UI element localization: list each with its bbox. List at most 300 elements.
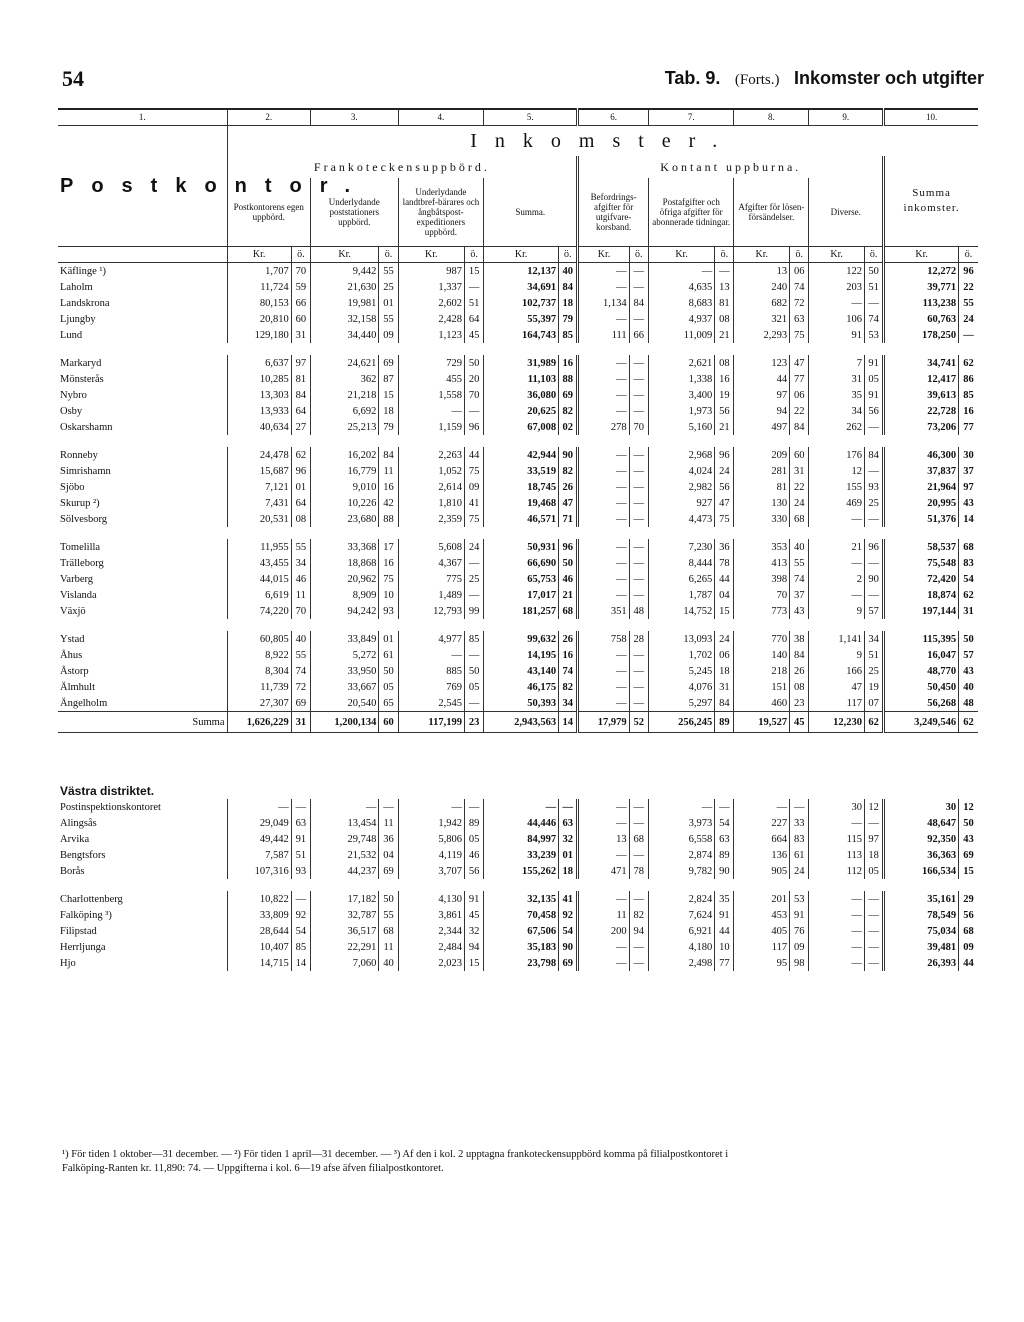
cell-kr-col-4: 1,810 <box>398 495 464 511</box>
cell-kr-col-2: 49,442 <box>227 831 291 847</box>
postkontor-header: Postkontor. <box>60 174 369 197</box>
cell-kr-col-5: 55,397 <box>484 311 559 327</box>
cell-ore-col-9: — <box>864 939 883 955</box>
table-row <box>58 479 978 495</box>
cell-kr-col-10: 75,548 <box>884 555 959 571</box>
cell-ore-col-7: 24 <box>715 463 734 479</box>
cell-ore-col-10: 62 <box>959 587 978 603</box>
cell-ore-col-3: 36 <box>379 831 398 847</box>
cell-kr-col-9: — <box>809 815 865 831</box>
cell-kr-col-10: 35,161 <box>884 891 959 907</box>
cell-ore-col-2: 01 <box>291 479 310 495</box>
cell-kr-col-2: 13,933 <box>227 403 291 419</box>
cell-kr-col-4: 4,367 <box>398 555 464 571</box>
cell-ore-col-8: 68 <box>790 511 809 527</box>
cell-kr-col-9: 7 <box>809 355 865 371</box>
cell-ore-col-5: 34 <box>559 695 578 712</box>
cell-kr-col-3: 9,010 <box>310 479 378 495</box>
cell-ore-col-10: 85 <box>959 387 978 403</box>
cell-kr-col-9: 113 <box>809 847 865 863</box>
cell-kr-col-5: 46,175 <box>484 679 559 695</box>
cell-kr-col-9: — <box>809 939 865 955</box>
cell-ore-col-2: 62 <box>291 447 310 463</box>
cell-ore-col-2: 64 <box>291 403 310 419</box>
section-row <box>58 773 978 799</box>
cell-ore-col-4: — <box>464 695 483 712</box>
cell-ore-col-3: 25 <box>379 279 398 295</box>
post-office-name: Ängelholm <box>60 697 108 709</box>
cell-ore-col-7: 04 <box>715 587 734 603</box>
cell-ore-col-2: 14 <box>291 955 310 971</box>
cell-ore-col-3: 69 <box>379 863 398 879</box>
cell-ore-col-2: 69 <box>291 695 310 712</box>
cell-ore-col-10: 96 <box>959 263 978 280</box>
cell-kr-col-5: 66,690 <box>484 555 559 571</box>
cell-ore-col-9: 93 <box>864 479 883 495</box>
cell-ore-col-7: 15 <box>715 603 734 619</box>
table-row <box>58 387 978 403</box>
cell-ore-col-4: 85 <box>464 631 483 647</box>
cell-kr-col-7: 8,683 <box>648 295 714 311</box>
cell-ore-col-9: 84 <box>864 447 883 463</box>
cell-kr-col-4: 1,489 <box>398 587 464 603</box>
cell-ore-col-4: 45 <box>464 907 483 923</box>
cell-kr-col-6: — <box>578 371 629 387</box>
cell-kr-col-6: — <box>578 815 629 831</box>
cell-kr-col-7: 2,982 <box>648 479 714 495</box>
cell-ore-col-5: 90 <box>559 939 578 955</box>
cell-ore-col-6: — <box>629 447 648 463</box>
table-row <box>58 799 978 815</box>
cell-ore-col-3: 16 <box>379 479 398 495</box>
cell-ore-col-9: 25 <box>864 495 883 511</box>
cell-ore-col-4: 75 <box>464 511 483 527</box>
cell-ore-col-2: — <box>291 799 310 815</box>
cell-ore-col-7: — <box>715 263 734 280</box>
cell-ore-col-2: 93 <box>291 863 310 879</box>
table-row <box>58 631 978 647</box>
cell-ore-col-6: — <box>629 891 648 907</box>
cell-ore-col-6: — <box>629 403 648 419</box>
cell-ore-col-10: 83 <box>959 555 978 571</box>
cell-ore-col-7: 47 <box>715 495 734 511</box>
cell-ore-col-7: 89 <box>715 847 734 863</box>
footnote-line-1: ¹) För tiden 1 oktober—31 december. — ²) För tiden 1 april—31 december. — ³) Af den i kol. 2 upptagna frankoteckensuppbörd komma på filialpostkontoret i <box>62 1149 729 1160</box>
cell-kr-col-10: 58,537 <box>884 539 959 555</box>
cell-ore-col-3: 11 <box>379 463 398 479</box>
cell-kr-col-8: 227 <box>734 815 790 831</box>
cell-kr-col-6: 471 <box>578 863 629 879</box>
cell-kr-col-8: 97 <box>734 387 790 403</box>
colnum-4: 4. <box>398 109 484 126</box>
table-row <box>58 695 978 712</box>
cell-ore-col-10: 54 <box>959 571 978 587</box>
cell-ore-col-3: 93 <box>379 603 398 619</box>
cell-ore-col-3: 75 <box>379 571 398 587</box>
cell-kr-col-3: 9,442 <box>310 263 378 280</box>
post-office-name: Charlottenberg <box>60 893 123 905</box>
cell-ore-col-8: 98 <box>790 955 809 971</box>
page-number: 54 <box>62 66 84 91</box>
cell-ore-col-2: 31 <box>291 327 310 343</box>
cell-kr-col-9: — <box>809 891 865 907</box>
cell-kr-col-3: 10,226 <box>310 495 378 511</box>
cell-ore-col-10: 86 <box>959 371 978 387</box>
cell-kr-col-8: 330 <box>734 511 790 527</box>
unit-kr: Kr. <box>310 247 378 263</box>
cell-kr-col-2: 24,478 <box>227 447 291 463</box>
unit-kr: Kr. <box>884 247 959 263</box>
cell-kr-col-5: 23,798 <box>484 955 559 971</box>
cell-kr-col-7: 1,702 <box>648 647 714 663</box>
cell-ore-col-7: 63 <box>715 831 734 847</box>
cell-kr-col-5: 20,625 <box>484 403 559 419</box>
cell-ore-col-4: — <box>464 279 483 295</box>
cell-kr-col-8: 218 <box>734 663 790 679</box>
cell-kr-col-6: — <box>578 679 629 695</box>
cell-ore-col-5: 26 <box>559 479 578 495</box>
cell-kr-col-10: 197,144 <box>884 603 959 619</box>
cell-kr-col-5: 43,140 <box>484 663 559 679</box>
cell-ore-col-6: — <box>629 587 648 603</box>
cell-kr-col-2: 80,153 <box>227 295 291 311</box>
kontant-header: Kontant uppburna. <box>578 156 884 178</box>
cell-kr-col-8: 413 <box>734 555 790 571</box>
cell-ore-col-10: 30 <box>959 447 978 463</box>
cell-kr-col-4: 2,484 <box>398 939 464 955</box>
cell-ore-col-7: 24 <box>715 631 734 647</box>
cell-kr-col-6: 11 <box>578 907 629 923</box>
cell-ore-col-8: 24 <box>790 863 809 879</box>
group-header-row <box>58 126 978 157</box>
cell-kr-col-3: 33,950 <box>310 663 378 679</box>
cell-ore-col-4: 94 <box>464 939 483 955</box>
cell-kr-col-3: 16,202 <box>310 447 378 463</box>
cell-kr-col-9: — <box>809 295 865 311</box>
cell-ore-col-4: 05 <box>464 831 483 847</box>
cell-kr-col-3: 25,213 <box>310 419 378 435</box>
cell-kr-col-10: 26,393 <box>884 955 959 971</box>
cell-kr-col-8: 905 <box>734 863 790 879</box>
cell-ore-col-2: 96 <box>291 463 310 479</box>
cell-kr-col-4: 5,608 <box>398 539 464 555</box>
cell-ore-col-5: 71 <box>559 511 578 527</box>
unit-row <box>58 247 978 263</box>
cell-ore-col-8: 55 <box>790 555 809 571</box>
cell-ore-col-7: 21 <box>715 419 734 435</box>
cell-ore-col-2: 63 <box>291 815 310 831</box>
table-row <box>58 647 978 663</box>
cell-kr-col-7: 9,782 <box>648 863 714 879</box>
cell-ore-col-4: 41 <box>464 495 483 511</box>
cell-ore-col-9: 05 <box>864 371 883 387</box>
cell-kr-col-10: 115,395 <box>884 631 959 647</box>
summa-ore-col-5: 14 <box>559 712 578 733</box>
cell-kr-col-6: — <box>578 311 629 327</box>
cell-kr-col-5: 32,135 <box>484 891 559 907</box>
cell-ore-col-7: 36 <box>715 539 734 555</box>
cell-ore-col-4: 46 <box>464 847 483 863</box>
cell-kr-col-8: 398 <box>734 571 790 587</box>
table-row <box>58 863 978 879</box>
summa-kr-col-3: 1,200,134 <box>310 712 378 733</box>
cell-kr-col-4: 2,344 <box>398 923 464 939</box>
cell-ore-col-3: 01 <box>379 295 398 311</box>
cell-ore-col-4: 64 <box>464 311 483 327</box>
colnum-3: 3. <box>310 109 398 126</box>
cell-ore-col-5: 96 <box>559 539 578 555</box>
cell-ore-col-6: 78 <box>629 863 648 879</box>
cell-ore-col-10: — <box>959 327 978 343</box>
cell-kr-col-6: — <box>578 891 629 907</box>
cell-kr-col-5: 181,257 <box>484 603 559 619</box>
cell-kr-col-9: 1,141 <box>809 631 865 647</box>
cell-ore-col-5: 68 <box>559 603 578 619</box>
table-row <box>58 907 978 923</box>
cell-ore-col-4: — <box>464 403 483 419</box>
cell-ore-col-2: 55 <box>291 647 310 663</box>
cell-ore-col-6: — <box>629 815 648 831</box>
inkomster-header: Inkomster. <box>227 126 978 157</box>
unit-kr: Kr. <box>648 247 714 263</box>
cell-ore-col-6: 66 <box>629 327 648 343</box>
colnum-5: 5. <box>484 109 578 126</box>
cell-kr-col-7: 6,265 <box>648 571 714 587</box>
cell-kr-col-7: 4,180 <box>648 939 714 955</box>
cell-ore-col-8: 63 <box>790 311 809 327</box>
cell-kr-col-6: — <box>578 463 629 479</box>
cell-ore-col-5: 47 <box>559 495 578 511</box>
cell-ore-col-6: — <box>629 955 648 971</box>
cell-ore-col-9: — <box>864 511 883 527</box>
cell-ore-col-7: 84 <box>715 695 734 712</box>
cell-kr-col-3: 24,621 <box>310 355 378 371</box>
cell-ore-col-5: 54 <box>559 923 578 939</box>
cell-ore-col-3: 61 <box>379 647 398 663</box>
cell-kr-col-2: 129,180 <box>227 327 291 343</box>
header-poststationer: Underlydande poststationers uppbörd. <box>310 178 398 247</box>
cell-kr-col-7: 6,921 <box>648 923 714 939</box>
cell-ore-col-4: 56 <box>464 863 483 879</box>
cell-kr-col-10: 21,964 <box>884 479 959 495</box>
cell-ore-col-4: 05 <box>464 679 483 695</box>
cell-ore-col-8: 47 <box>790 355 809 371</box>
cell-kr-col-5: 14,195 <box>484 647 559 663</box>
cell-ore-col-9: 07 <box>864 695 883 712</box>
cell-kr-col-8: 70 <box>734 587 790 603</box>
cell-ore-col-3: 50 <box>379 663 398 679</box>
cell-kr-col-3: 21,218 <box>310 387 378 403</box>
cell-kr-col-5: 102,737 <box>484 295 559 311</box>
cell-kr-col-3: 44,237 <box>310 863 378 879</box>
cell-ore-col-10: 29 <box>959 891 978 907</box>
cell-kr-col-10: 30 <box>884 799 959 815</box>
table-row <box>58 571 978 587</box>
cell-kr-col-7: 2,824 <box>648 891 714 907</box>
cell-kr-col-4: 729 <box>398 355 464 371</box>
cell-kr-col-7: 2,498 <box>648 955 714 971</box>
post-office-name: Postinspektionskontoret <box>60 801 161 813</box>
summa-kr-col-8: 19,527 <box>734 712 790 733</box>
cell-kr-col-5: 35,183 <box>484 939 559 955</box>
cell-kr-col-7: 4,937 <box>648 311 714 327</box>
cell-kr-col-4: 1,052 <box>398 463 464 479</box>
cell-ore-col-9: 34 <box>864 631 883 647</box>
cell-ore-col-5: 84 <box>559 279 578 295</box>
cell-kr-col-9: 117 <box>809 695 865 712</box>
cell-ore-col-8: 23 <box>790 695 809 712</box>
cell-kr-col-7: 1,338 <box>648 371 714 387</box>
cell-kr-col-9: 155 <box>809 479 865 495</box>
cell-kr-col-8: 201 <box>734 891 790 907</box>
cell-kr-col-9: 469 <box>809 495 865 511</box>
cell-ore-col-3: 04 <box>379 847 398 863</box>
cell-kr-col-9: 9 <box>809 647 865 663</box>
cell-ore-col-6: 48 <box>629 603 648 619</box>
cell-kr-col-2: — <box>227 799 291 815</box>
cell-kr-col-9: 112 <box>809 863 865 879</box>
cell-kr-col-2: 107,316 <box>227 863 291 879</box>
cell-kr-col-3: 5,272 <box>310 647 378 663</box>
post-office-name: Hjo <box>60 957 76 969</box>
cell-ore-col-3: 55 <box>379 263 398 280</box>
cell-kr-col-8: 95 <box>734 955 790 971</box>
cell-kr-col-2: 10,822 <box>227 891 291 907</box>
cell-kr-col-8: 664 <box>734 831 790 847</box>
cell-kr-col-2: 40,634 <box>227 419 291 435</box>
cell-kr-col-2: 20,810 <box>227 311 291 327</box>
cell-ore-col-9: — <box>864 419 883 435</box>
cell-kr-col-10: 60,763 <box>884 311 959 327</box>
cell-kr-col-10: 56,268 <box>884 695 959 712</box>
cell-kr-col-5: 50,393 <box>484 695 559 712</box>
cell-kr-col-10: 20,995 <box>884 495 959 511</box>
post-office-name: Sjöbo <box>60 481 85 493</box>
cell-kr-col-5: 84,997 <box>484 831 559 847</box>
cell-kr-col-7: 4,635 <box>648 279 714 295</box>
cell-ore-col-10: 50 <box>959 815 978 831</box>
summa-kr-col-6: 17,979 <box>578 712 629 733</box>
cell-ore-col-8: 77 <box>790 371 809 387</box>
cell-kr-col-2: 33,809 <box>227 907 291 923</box>
cell-kr-col-5: 18,745 <box>484 479 559 495</box>
cell-kr-col-10: 92,350 <box>884 831 959 847</box>
cell-kr-col-10: 34,741 <box>884 355 959 371</box>
cell-ore-col-7: 91 <box>715 907 734 923</box>
cell-ore-col-4: 25 <box>464 571 483 587</box>
post-office-name: Osby <box>60 405 83 417</box>
post-office-name: Simrishamn <box>60 465 111 477</box>
post-office-name: Sölvesborg <box>60 513 108 525</box>
cell-kr-col-4: — <box>398 403 464 419</box>
cell-kr-col-3: 29,748 <box>310 831 378 847</box>
cell-ore-col-10: 69 <box>959 847 978 863</box>
table-row <box>58 831 978 847</box>
cell-ore-col-9: 97 <box>864 831 883 847</box>
post-office-name: Markaryd <box>60 357 102 369</box>
cell-kr-col-9: 166 <box>809 663 865 679</box>
header-befordringsafgifter: Befordrings-afgifter för utgifvare-korsband. <box>578 178 649 247</box>
cell-ore-col-10: 62 <box>959 355 978 371</box>
cell-ore-col-7: 31 <box>715 679 734 695</box>
cell-kr-col-7: 2,874 <box>648 847 714 863</box>
cell-kr-col-8: 321 <box>734 311 790 327</box>
cell-kr-col-2: 11,955 <box>227 539 291 555</box>
table-row <box>58 463 978 479</box>
cell-ore-col-9: — <box>864 815 883 831</box>
table-body-district-1 <box>58 263 978 712</box>
cell-kr-col-5: 50,931 <box>484 539 559 555</box>
cell-ore-col-5: 02 <box>559 419 578 435</box>
cell-kr-col-2: 14,715 <box>227 955 291 971</box>
cell-ore-col-10: 12 <box>959 799 978 815</box>
cell-kr-col-6: — <box>578 939 629 955</box>
unit-ore: ö. <box>629 247 648 263</box>
cell-ore-col-3: 40 <box>379 955 398 971</box>
cell-ore-col-9: — <box>864 463 883 479</box>
summa-body <box>58 712 978 800</box>
cell-ore-col-2: — <box>291 891 310 907</box>
cell-kr-col-8: 151 <box>734 679 790 695</box>
table-row <box>58 295 978 311</box>
cell-kr-col-6: — <box>578 663 629 679</box>
cell-kr-col-6: 351 <box>578 603 629 619</box>
cell-kr-col-5: 44,446 <box>484 815 559 831</box>
cell-ore-col-5: 90 <box>559 447 578 463</box>
cell-ore-col-4: 24 <box>464 539 483 555</box>
cell-ore-col-4: 70 <box>464 387 483 403</box>
cell-ore-col-10: 48 <box>959 695 978 712</box>
cell-ore-col-10: 43 <box>959 495 978 511</box>
cell-ore-col-3: 55 <box>379 907 398 923</box>
cell-ore-col-4: 91 <box>464 891 483 907</box>
post-office-name: Landskrona <box>60 297 110 309</box>
cell-kr-col-6: 1,134 <box>578 295 629 311</box>
summa-kr-col-5: 2,943,563 <box>484 712 559 733</box>
cell-kr-col-4: 2,545 <box>398 695 464 712</box>
unit-kr: Kr. <box>484 247 559 263</box>
header-landtbrefbarare: Underlydande landtbref-bärares och ångbåtspost-expeditioners uppbörd. <box>398 178 484 247</box>
page-header <box>665 68 984 89</box>
cell-kr-col-9: 21 <box>809 539 865 555</box>
cell-kr-col-4: 2,428 <box>398 311 464 327</box>
section-title: Västra distriktet. <box>60 784 155 798</box>
cell-ore-col-5: 69 <box>559 955 578 971</box>
cell-ore-col-10: 14 <box>959 511 978 527</box>
cell-kr-col-3: 18,868 <box>310 555 378 571</box>
cell-ore-col-4: — <box>464 647 483 663</box>
cell-ore-col-9: 19 <box>864 679 883 695</box>
cell-kr-col-8: 281 <box>734 463 790 479</box>
cell-kr-col-9: 31 <box>809 371 865 387</box>
summa-ore-col-7: 89 <box>715 712 734 733</box>
cell-ore-col-7: 16 <box>715 371 734 387</box>
cell-kr-col-8: 209 <box>734 447 790 463</box>
cell-kr-col-3: 32,158 <box>310 311 378 327</box>
cell-ore-col-9: 25 <box>864 663 883 679</box>
cell-ore-col-4: 50 <box>464 663 483 679</box>
cell-kr-col-2: 11,724 <box>227 279 291 295</box>
table-row <box>58 663 978 679</box>
cell-kr-col-10: 178,250 <box>884 327 959 343</box>
cell-kr-col-10: 73,206 <box>884 419 959 435</box>
post-office-name: Oskarshamn <box>60 421 113 433</box>
cell-ore-col-10: 22 <box>959 279 978 295</box>
cell-ore-col-6: — <box>629 571 648 587</box>
cell-ore-col-3: 18 <box>379 403 398 419</box>
cell-kr-col-7: 5,160 <box>648 419 714 435</box>
post-office-name: Arvika <box>60 833 90 845</box>
